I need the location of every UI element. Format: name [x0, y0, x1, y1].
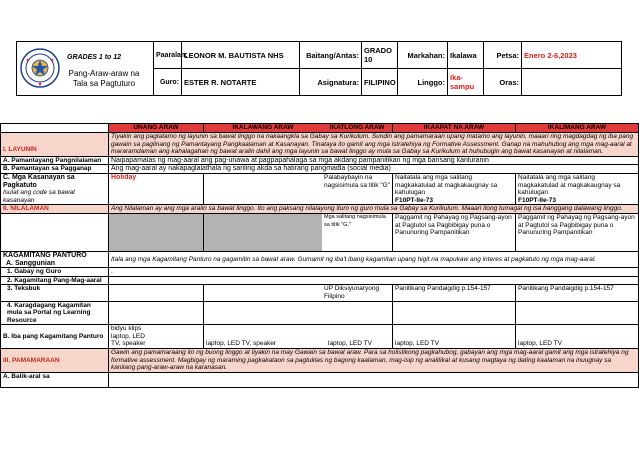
title-line-2: Tala sa Pagtuturo [72, 79, 136, 88]
nilalaman-text: Ang Nilalaman ay ang mga aralin sa bawat linggo. Ito ang paksang nilalayong ituro ng guro mula sa Gabay sa Kurikulum. Maaari itong tumagal ng isa hanggang dalawang linggo. [109, 205, 639, 214]
karagdagang-label: 4. Karagdagang Kagamitan mula sa Portal ng Learning Resource [1, 301, 109, 325]
linggo-label: Linggo: [398, 69, 448, 96]
iba-pang-kagamitan-label: B. Iba pang Kagamitang Panturo [1, 325, 109, 349]
day-header-4: IKAAPAT NA ARAW [393, 124, 516, 133]
iba-day1: bidyu klips laptop, LED TV, speaker [109, 325, 204, 349]
oras-label: Oras: [484, 69, 522, 96]
kasanayan-day3: Palabaybayin na nagsisimula sa titik "G" [324, 173, 391, 189]
balik-aral-value [109, 372, 639, 387]
baitang-value: GRADO 10 [362, 42, 398, 69]
teksbuk-day2-3 [204, 285, 393, 301]
petsa-value: Enero 2-6,2023 [522, 42, 622, 69]
nilalaman-day4: Paggamit ng Pahayag ng Pagsang-ayon at Pagtutol sa Pagbibigay puna o Panunuring Pampanitikan [393, 213, 516, 251]
kasanayan-day4-code: F10PT-IIe-73 [395, 196, 433, 204]
iba-day5: laptop, LED TV [516, 325, 639, 349]
nilalaman-content-row [1, 213, 639, 251]
baitang-label: Baitang/Antas: [300, 42, 362, 69]
nilalaman-day2 [204, 214, 322, 251]
teksbuk-day4: Panitikang Pandaigdig p.154-157 [393, 285, 516, 301]
kasanayan-day2 [204, 174, 322, 189]
layunin-text: Tiyakin ang pagtatamo ng layunin sa bawat linggo na nakaangkla sa Gabay sa Kurikulum. Sundin ang pamamaraan upang matamo ang layunin, maaari ring magdagdag ng iba pang gawain sa paglinang ng Pamantayang Pangkaalaman at Kasanayan. Tinataya ito gamit ang mga istratehiya ng Formative Assessment. Ganap na mahuhubog ang mga mag-aaral at mararamdaman ang kahalagahan ng bawat aralin dahil ang mga layunin sa bawat linggo ay mula sa Gabay sa Kurikulum at huhubugin ang bawat kasanayan at nilalaman. [109, 133, 639, 157]
pangnilalaman-text: Naipapamalas ng mag-aaral ang pag-unawa at pagpapahalaga sa mga akdang pampanitikan ng mga bansang kanluranin [109, 156, 639, 165]
asignatura-label: Asignatura: [300, 69, 362, 96]
sanggunian-label: A. Sanggunian [6, 259, 55, 267]
kagamitan-label-cell [1, 251, 109, 267]
nilalaman-row [1, 205, 639, 214]
pamamaraan-label: III. PAMAMARAAN [1, 349, 109, 373]
kasanayan-day2-3 [204, 173, 393, 204]
gabay-row [1, 268, 639, 277]
linggo-value: Ika-sampu [448, 69, 484, 96]
karagdagang-day2-3 [204, 301, 393, 325]
markahan-label: Markahan: [398, 42, 448, 69]
day-header-5: IKALIMANG ARAW [516, 124, 639, 133]
kasanayan-day4 [393, 173, 516, 204]
balik-aral-row [1, 372, 639, 387]
nilalaman-day2-3 [204, 213, 393, 251]
karagdagang-day4 [393, 301, 516, 325]
pang-mag-aaral-value [109, 276, 639, 285]
kagamitan-text: Itala ang mga Kagamitang Panturo na gagamitin sa bawat araw. Gumamit ng iba't ibang kagamitan upang higit na mapukaw ang interes at pagkatuto ng mga mag-aaral. [109, 251, 639, 267]
kagamitan-row [1, 251, 639, 267]
deped-seal-icon [20, 48, 60, 88]
balik-aral-label: A. Balik-aral sa [1, 372, 109, 387]
pamamaraan-row [1, 349, 639, 373]
kagamitan-label: KAGAMITANG PANTURO [3, 251, 87, 259]
gabay-value: . [109, 268, 639, 277]
day-header-2-3 [204, 124, 393, 133]
log-title [61, 69, 147, 89]
pagganap-label: B. Pamantayan sa Pagganap [1, 165, 109, 174]
pangnilalaman-row [1, 156, 639, 165]
teksbuk-label: 3. Teksbuk [1, 285, 109, 301]
nilalaman-day5: Paggamit ng Pahayag ng Pagsang-ayon at Pagtutol sa Pagbibigay puna o Panunuring Pampanitikan [516, 213, 639, 251]
karagdagang-day1 [109, 301, 204, 325]
kasanayan-sublabel: Isulat ang code sa bawat kasanayan [3, 189, 75, 204]
pamamaraan-text: Gawin ang pamamaraang ito ng buong linggo at tiyakin na may Gawain sa bawat araw. Para sa holistikong pagkahubog, gabayan ang mga mag-aaral gamit ang mga istratehiya ng formative assessment. Magbigay ng maraming pagkakataon sa pagtuklas ng bagong kaalaman, mag-isip ng analitikal at kusang magtaya ng dating kaalaman na inuugnay sa kanilang pang-araw-araw na karanasan. [109, 349, 639, 373]
kasanayan-day5 [516, 173, 639, 204]
teksbuk-day2 [204, 285, 322, 300]
teksbuk-day3: UP Diksiyunaryong Filipino [324, 285, 380, 300]
nilalaman-content-label [1, 213, 109, 251]
layunin-label: I. LAYUNIN [1, 133, 109, 157]
title-line-1: Pang-Araw-araw na [68, 69, 140, 78]
nilalaman-label: II. NILALAMAN [1, 205, 109, 214]
gabay-label: 1. Gabay ng Guro [1, 268, 109, 277]
guro-label: Guro: [154, 69, 182, 96]
iba-day4: laptop, LED TV [393, 325, 516, 349]
kasanayan-label-cell [1, 173, 109, 204]
header-table [16, 41, 622, 96]
paaralan-label: Paaralan: [154, 42, 182, 69]
day-header-2: IKALAWANG ARAW [232, 124, 294, 131]
guro-value: ESTER R. NOTARTE [182, 69, 300, 96]
karagdagang-row [1, 301, 639, 325]
nilalaman-day3: Mga salitang nagsisimula sa titik "G." [324, 213, 386, 228]
teksbuk-row [1, 285, 639, 301]
oras-value [522, 69, 622, 96]
grades-label: GRADES 1 to 12 [67, 54, 122, 61]
pagganap-text: Ang mag-aaral ay nakapaglalathala ng sariling akda sa hatirang pangmadla (social media) [109, 165, 639, 174]
kasanayan-day5-code: F10PT-IIe-73 [518, 196, 556, 204]
teksbuk-day5: Panitikang Pandaigdig p.154-157 [516, 285, 639, 301]
layunin-row [1, 133, 639, 157]
kasanayan-day4-text: Naitatala ang mga salitang magkakatulad at magkakaugnay sa kahulugan [395, 173, 498, 197]
karagdagang-day5 [516, 301, 639, 325]
kasanayan-day1: Holiday [109, 173, 204, 204]
day-header-1: UNANG ARAW [109, 124, 204, 133]
day-header-3: IKATLONG ARAW [329, 124, 385, 131]
pangnilalaman-label: A. Pamantayang Pangnilalaman [1, 156, 109, 165]
nilalaman-day1 [109, 213, 204, 251]
kasanayan-day5-text: Naitatala ang mga salitang magkakatulad at magkakaugnay sa kahulugan [518, 173, 621, 197]
kasanayan-row [1, 173, 639, 204]
iba-day2: laptop, LED TV, speaker [206, 340, 277, 348]
pang-mag-aaral-row [1, 276, 639, 285]
corner-cell [1, 124, 109, 133]
asignatura-value: FILIPINO [362, 69, 398, 96]
petsa-label: Petsa: [484, 42, 522, 69]
iba-day3: laptop, LED TV [328, 340, 372, 348]
lesson-plan-table [0, 123, 639, 388]
kasanayan-label: C. Mga Kasanayan sa Pagkatuto [3, 173, 75, 189]
teksbuk-day1 [109, 285, 204, 301]
school-identity-cell [17, 42, 154, 96]
day-header-row [1, 124, 639, 133]
paaralan-value: LEONOR M. BAUTISTA NHS [182, 42, 300, 69]
markahan-value: Ikalawa [448, 42, 484, 69]
pang-mag-aaral-label: 2. Kagamitang Pang-Mag-aaral [1, 276, 109, 285]
iba-pang-kagamitan-row [1, 325, 639, 349]
iba-day2-3 [204, 325, 393, 349]
pagganap-row [1, 165, 639, 174]
